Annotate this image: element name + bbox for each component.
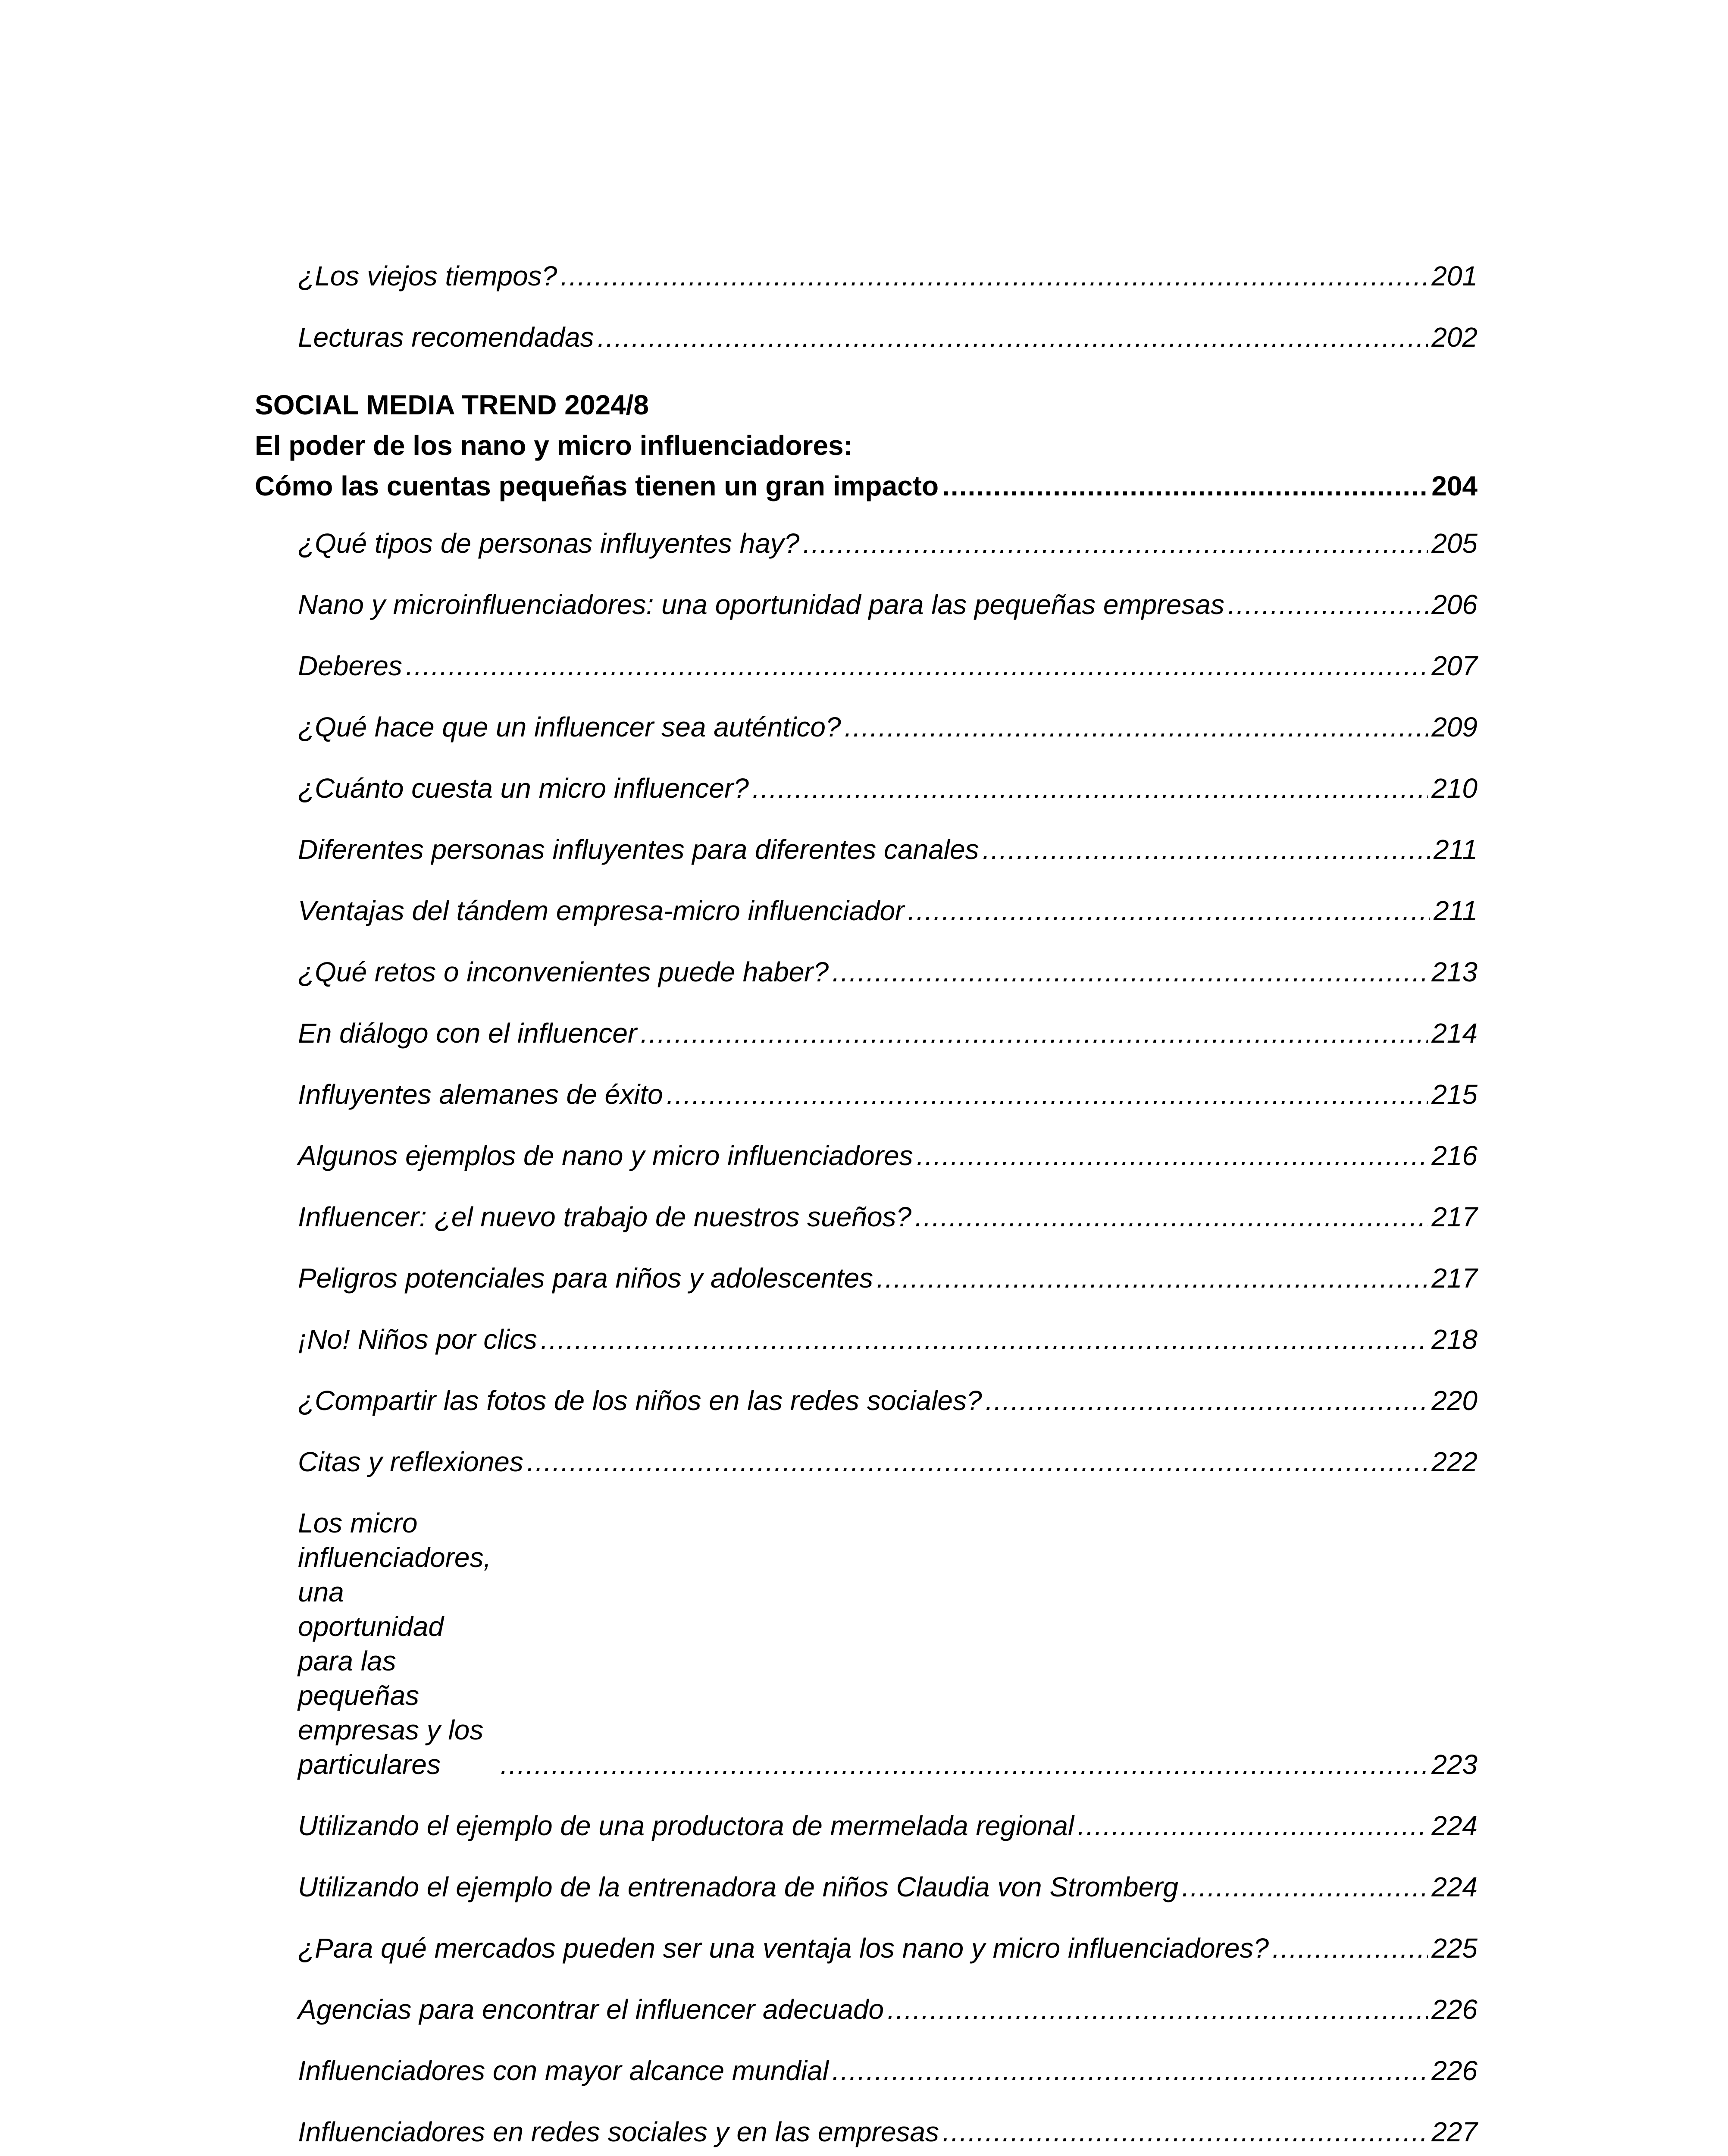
toc-entry-page: 205 <box>1431 528 1478 559</box>
toc-entry <box>298 2053 1478 2088</box>
toc-entry-title: Diferentes personas influyentes para diferentes canales <box>298 834 979 865</box>
dot-leader <box>917 1138 1428 1173</box>
dot-leader <box>560 259 1428 293</box>
toc-entry-title: Influyentes alemanes de éxito <box>298 1079 663 1110</box>
toc-entry-page: 220 <box>1431 1385 1478 1416</box>
toc-entry <box>298 893 1478 928</box>
toc-entry-page: 209 <box>1431 711 1478 743</box>
toc-entry-page: 216 <box>1431 1140 1478 1171</box>
toc-entry-page: 202 <box>1431 322 1478 353</box>
dot-leader <box>598 320 1428 354</box>
toc-entry-page: 218 <box>1431 1324 1478 1355</box>
toc-entry-page: 226 <box>1431 1994 1478 2025</box>
toc-entry-title-line: Los micro influenciadores, una oportunidad <box>298 1507 491 1642</box>
dot-leader <box>640 1016 1428 1050</box>
dot-leader <box>983 832 1430 867</box>
toc-entry-page: 211 <box>1433 834 1478 865</box>
dot-leader <box>877 1261 1428 1295</box>
table-of-contents <box>255 259 1478 2156</box>
dot-leader <box>908 893 1430 928</box>
toc-entry-title <box>298 1506 497 1782</box>
toc-entry-title: ¿Para qué mercados pueden ser una ventaja los nano y micro influenciadores? <box>298 1933 1269 1964</box>
section-heading-8 <box>255 385 1478 506</box>
toc-entry-page: 214 <box>1431 1018 1478 1049</box>
dot-leader <box>1228 587 1428 622</box>
dot-leader <box>832 2053 1428 2088</box>
toc-entry <box>298 587 1478 622</box>
section-page: 204 <box>1431 470 1478 501</box>
toc-entry <box>298 1077 1478 1112</box>
toc-entry-page: 222 <box>1431 1446 1478 1477</box>
dot-leader <box>803 526 1428 561</box>
dot-leader <box>986 1383 1428 1418</box>
dot-leader <box>942 2115 1428 2149</box>
toc-entry <box>298 1016 1478 1050</box>
toc-entry <box>298 1445 1478 1479</box>
toc-entry-title: Ventajas del tándem empresa-micro influenciador <box>298 895 905 926</box>
toc-entry-title: En diálogo con el influencer <box>298 1018 637 1049</box>
toc-entry <box>298 1138 1478 1173</box>
toc-entry-title: Lecturas recomendadas <box>298 322 594 353</box>
toc-entry-title: ¿Qué tipos de personas influyentes hay? <box>298 528 800 559</box>
toc-entry <box>298 2115 1478 2149</box>
toc-entry-page: 207 <box>1431 650 1478 681</box>
toc-entry <box>298 320 1478 354</box>
toc-entry-title: Citas y reflexiones <box>298 1446 523 1477</box>
dot-leader <box>845 710 1428 744</box>
toc-entry <box>298 1992 1478 2027</box>
toc-entry-title: Agencias para encontrar el influencer adecuado <box>298 1994 884 2025</box>
toc-entry-page: 201 <box>1431 260 1478 291</box>
dot-leader <box>1077 1808 1428 1843</box>
toc-entry <box>298 955 1478 989</box>
dot-leader <box>832 955 1428 989</box>
dot-leader <box>527 1445 1428 1479</box>
toc-entry-page: 217 <box>1431 1263 1478 1294</box>
dot-leader <box>667 1077 1428 1112</box>
toc-entry-page: 223 <box>1431 1749 1478 1780</box>
dot-leader <box>915 1200 1428 1234</box>
toc-entry <box>298 1870 1478 1904</box>
toc-entry-page: 226 <box>1431 2055 1478 2086</box>
dot-leader <box>406 649 1428 683</box>
toc-entry-title: ¿Los viejos tiempos? <box>298 260 557 291</box>
toc-entry-title: ¿Qué retos o inconvenientes puede haber? <box>298 956 829 987</box>
toc-entry-title: Nano y microinfluenciadores: una oportunidad para las pequeñas empresas <box>298 589 1224 620</box>
toc-entry-page: 206 <box>1431 589 1478 620</box>
section-title-line: Cómo las cuentas pequeñas tienen un gran impacto <box>255 470 939 501</box>
section-title-last-line <box>255 466 1478 506</box>
section-title-line: El poder de los nano y micro influenciadores: <box>255 430 853 461</box>
toc-entry <box>298 1322 1478 1357</box>
dot-leader <box>500 1747 1428 1782</box>
toc-entry-title: Peligros potenciales para niños y adolescentes <box>298 1263 873 1294</box>
toc-entry-page: 217 <box>1431 1201 1478 1232</box>
toc-entry <box>298 1383 1478 1418</box>
toc-entry-title-line: para las pequeñas empresas y los particulares <box>298 1645 484 1780</box>
dot-leader <box>1272 1931 1428 1965</box>
toc-entry-title: ¡No! Niños por clics <box>298 1324 537 1355</box>
toc-entry <box>298 1931 1478 1965</box>
toc-entry <box>298 259 1478 293</box>
toc-entry-title: Influenciadores con mayor alcance mundial <box>298 2055 829 2086</box>
toc-entry-title: ¿Qué hace que un influencer sea auténtico? <box>298 711 841 743</box>
toc-entry <box>298 771 1478 805</box>
toc-entry-page: 227 <box>1431 2116 1478 2147</box>
dot-leader <box>887 1992 1428 2027</box>
toc-entry-page: 225 <box>1431 1933 1478 1964</box>
toc-entry-title: Utilizando el ejemplo de una productora de mermelada regional <box>298 1810 1074 1841</box>
toc-entry-title: Deberes <box>298 650 402 681</box>
dot-leader <box>752 771 1428 805</box>
toc-entry <box>298 526 1478 561</box>
toc-entry-page: 211 <box>1433 895 1478 926</box>
dot-leader <box>541 1322 1428 1357</box>
toc-entry-page: 210 <box>1431 773 1478 804</box>
toc-entry-title: Algunos ejemplos de nano y micro influenciadores <box>298 1140 913 1171</box>
section-label: SOCIAL MEDIA TREND 2024/8 <box>255 389 649 420</box>
toc-entry-title: Utilizando el ejemplo de la entrenadora de niños Claudia von Stromberg <box>298 1871 1179 1902</box>
dot-leader <box>1182 1870 1428 1904</box>
toc-entry <box>298 649 1478 683</box>
toc-entry-page: 213 <box>1431 956 1478 987</box>
toc-entry-page: 215 <box>1431 1079 1478 1110</box>
toc-entry <box>298 832 1478 867</box>
toc-entry <box>298 710 1478 744</box>
toc-entry-page: 224 <box>1431 1810 1478 1841</box>
toc-entry-title: ¿Cuánto cuesta un micro influencer? <box>298 773 749 804</box>
toc-entry-title: Influenciadores en redes sociales y en las empresas <box>298 2116 939 2147</box>
dot-leader <box>942 466 1428 506</box>
toc-entry-title: ¿Compartir las fotos de los niños en las redes sociales? <box>298 1385 982 1416</box>
toc-entry-title: Influencer: ¿el nuevo trabajo de nuestros sueños? <box>298 1201 912 1232</box>
toc-entry-page: 224 <box>1431 1871 1478 1902</box>
toc-entry <box>298 1808 1478 1843</box>
toc-entry <box>298 1200 1478 1234</box>
toc-entry <box>298 1261 1478 1295</box>
toc-entry <box>298 1506 1478 1782</box>
